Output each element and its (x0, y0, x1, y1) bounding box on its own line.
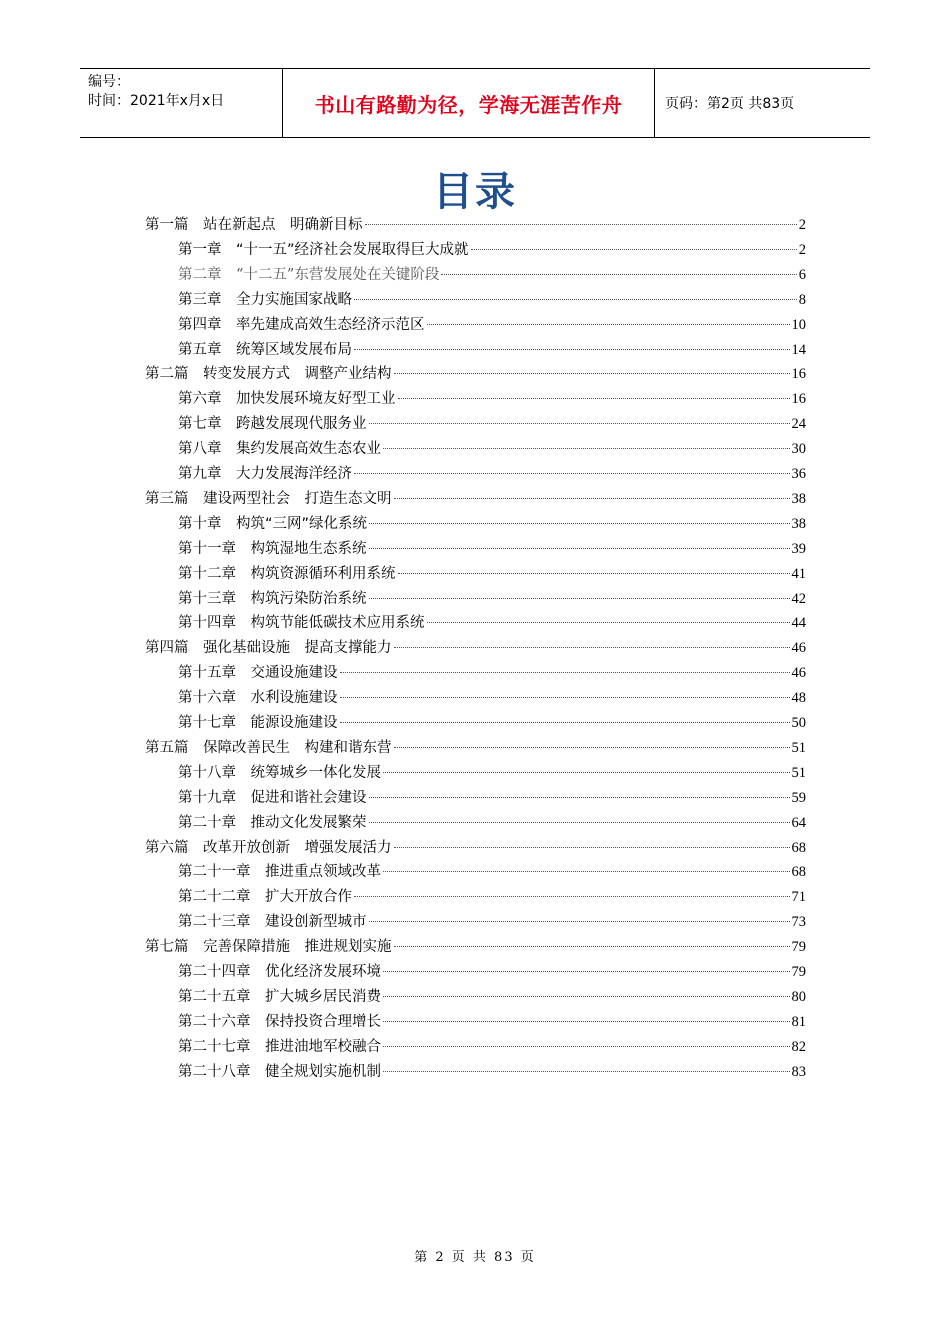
toc-dot-leader (427, 324, 790, 325)
toc-page-number: 2 (798, 241, 806, 258)
toc-dot-leader (441, 274, 796, 275)
toc-dot-leader (365, 224, 797, 225)
toc-dot-leader (383, 1021, 790, 1022)
toc-dot-leader (369, 548, 790, 549)
toc-chapter-entry[interactable] (178, 437, 806, 461)
toc-dot-leader (427, 622, 790, 623)
toc-dot-leader (394, 647, 790, 648)
toc-page-number: 30 (791, 441, 806, 458)
toc-page-number: 79 (791, 939, 806, 956)
toc-page-number: 68 (791, 839, 806, 856)
toc-chapter-entry[interactable] (178, 960, 806, 984)
toc-page-number: 10 (791, 316, 806, 333)
toc-dot-leader (369, 423, 790, 424)
toc-page-number: 64 (791, 814, 806, 831)
document-date: 时间：2021年x月x日 (88, 93, 225, 109)
toc-dot-leader (354, 299, 797, 300)
toc-entry-label: 第八章 集约发展高效生态农业 (178, 441, 381, 458)
toc-entry-label: 第六篇 改革开放创新 增强发展活力 (145, 839, 392, 856)
toc-chapter-entry[interactable] (178, 761, 806, 785)
toc-dot-leader (354, 473, 790, 474)
toc-part-entry[interactable] (145, 487, 806, 511)
toc-chapter-entry[interactable] (178, 661, 806, 685)
toc-entry-label: 第十一章 构筑湿地生态系统 (178, 540, 367, 557)
toc-entry-label: 第九章 大力发展海洋经济 (178, 466, 352, 482)
toc-chapter-entry[interactable] (178, 985, 806, 1009)
toc-page-number: 80 (791, 988, 806, 1005)
toc-chapter-entry[interactable] (178, 288, 806, 312)
page-footer: 第 2 页 共 83 页 (414, 1250, 536, 1265)
toc-page-number: 41 (791, 565, 806, 582)
toc-entry-label: 第二十三章 建设创新型城市 (178, 914, 367, 931)
toc-chapter-entry[interactable] (178, 885, 806, 909)
toc-chapter-entry[interactable] (178, 462, 806, 486)
toc-entry-label: 第二十七章 推进油地军校融合 (178, 1038, 381, 1055)
toc-entry-label: 第二篇 转变发展方式 调整产业结构 (145, 366, 392, 383)
toc-entry-label: 第二十八章 健全规划实施机制 (178, 1063, 381, 1080)
toc-dot-leader (398, 573, 790, 574)
toc-dot-leader (354, 896, 790, 897)
toc-entry-label: 第一篇 站在新起点 明确新目标 (145, 217, 363, 233)
toc-dot-leader (369, 822, 790, 823)
toc-dot-leader (394, 847, 790, 848)
toc-page-number: 24 (791, 416, 806, 433)
toc-page-number: 81 (791, 1013, 806, 1030)
toc-part-entry[interactable] (145, 736, 806, 760)
toc-page-number: 82 (791, 1038, 806, 1055)
toc-dot-leader (394, 373, 790, 374)
toc-chapter-entry[interactable] (178, 412, 806, 436)
toc-entry-label: 第十七章 能源设施建设 (178, 715, 338, 731)
toc-chapter-entry[interactable] (178, 611, 806, 635)
toc-entry-label: 第十二章 构筑资源循环利用系统 (178, 565, 396, 582)
toc-title: 目录 (433, 169, 517, 215)
toc-chapter-entry[interactable] (178, 338, 806, 362)
toc-dot-leader (369, 921, 790, 922)
toc-chapter-entry[interactable] (178, 860, 806, 884)
toc-chapter-entry[interactable] (178, 238, 806, 262)
toc-dot-leader (383, 971, 790, 972)
document-code-label: 编号： (88, 74, 130, 90)
toc-dot-leader (369, 523, 789, 524)
toc-entry-label: 第二十五章 扩大城乡居民消费 (178, 988, 381, 1005)
toc-page-number: 59 (791, 789, 806, 806)
toc-dot-leader (394, 946, 790, 947)
toc-entry-label: 第二十六章 保持投资合理增长 (178, 1013, 381, 1030)
toc-page-number: 44 (791, 615, 806, 632)
toc-entry-label: 第一章 “十一五”经济社会发展取得巨大成就 (178, 241, 469, 258)
header-page-info-cell (655, 69, 870, 137)
toc-chapter-entry[interactable] (178, 313, 806, 337)
toc-entry-label: 第七章 跨越发展现代服务业 (178, 416, 367, 433)
toc-dot-leader (394, 747, 790, 748)
toc-page-number: 79 (791, 964, 806, 980)
toc-page-number: 8 (798, 291, 806, 308)
toc-entry-label: 第二章 “十二五”东营发展处在关键阶段 (178, 266, 440, 283)
header-meta (80, 69, 282, 137)
toc-page-number: 36 (791, 466, 806, 482)
toc-page-number: 51 (791, 764, 806, 781)
toc-page-number: 16 (791, 366, 806, 383)
toc-chapter-entry[interactable] (178, 1010, 806, 1034)
toc-entry-label: 第十三章 构筑污染防治系统 (178, 590, 367, 607)
toc-dot-leader (383, 1071, 790, 1072)
toc-dot-leader (340, 722, 790, 723)
toc-page-number: 68 (791, 864, 806, 881)
toc-chapter-entry[interactable] (178, 387, 806, 411)
toc-chapter-entry[interactable] (178, 786, 806, 810)
toc-dot-leader (340, 697, 790, 698)
toc-entry-label: 第七篇 完善保障措施 推进规划实施 (145, 939, 392, 956)
toc-chapter-entry[interactable] (178, 1035, 806, 1059)
toc-entry-label: 第三篇 建设两型社会 打造生态文明 (145, 490, 392, 507)
toc-dot-leader (383, 1046, 790, 1047)
toc-page-number: 83 (791, 1063, 806, 1080)
toc-chapter-entry[interactable] (178, 910, 806, 934)
toc-page-number: 71 (791, 889, 806, 906)
toc-part-entry[interactable] (145, 362, 806, 386)
toc-dot-leader (471, 249, 797, 250)
toc-entry-label: 第三章 全力实施国家战略 (178, 291, 352, 308)
toc-page-number: 39 (791, 540, 806, 557)
toc-entry-label: 第十八章 统筹城乡一体化发展 (178, 764, 381, 781)
toc-part-entry[interactable] (145, 836, 806, 860)
toc-page-number: 48 (791, 690, 806, 707)
toc-entry-label: 第四篇 强化基础设施 提高支撑能力 (145, 640, 392, 657)
header-motto-cell (282, 69, 655, 137)
toc-chapter-entry[interactable] (178, 587, 806, 611)
toc-entry-label: 第二十四章 优化经济发展环境 (178, 964, 381, 980)
toc-part-entry[interactable] (145, 935, 806, 959)
toc-dot-leader (354, 349, 790, 350)
toc-page-number: 42 (791, 590, 806, 607)
toc-entry-label: 第二十一章 推进重点领域改革 (178, 864, 381, 881)
toc-page-number: 2 (798, 217, 806, 233)
toc-chapter-entry[interactable] (178, 562, 806, 586)
toc-page-number: 46 (791, 665, 806, 682)
toc-dot-leader (369, 598, 790, 599)
toc-dot-leader (369, 797, 790, 798)
toc-page-number: 51 (791, 739, 806, 756)
toc-page-number: 73 (791, 914, 806, 931)
toc-part-entry[interactable] (145, 636, 806, 660)
toc-entry-label: 第五章 统筹区域发展布局 (178, 341, 352, 358)
toc-dot-leader (383, 996, 790, 997)
toc-chapter-entry[interactable] (178, 537, 806, 561)
toc-chapter-entry[interactable] (178, 686, 806, 710)
toc-entry-label: 第四章 率先建成高效生态经济示范区 (178, 316, 425, 333)
toc-dot-leader (340, 672, 790, 673)
toc-dot-leader (383, 448, 790, 449)
toc-page-number: 38 (791, 515, 806, 532)
toc-dot-leader (398, 398, 790, 399)
toc-chapter-entry[interactable] (178, 263, 806, 287)
toc-entry-label: 第五篇 保障改善民生 构建和谐东营 (145, 739, 392, 756)
toc-entry-label: 第十九章 促进和谐社会建设 (178, 789, 367, 806)
toc-page-number: 6 (798, 266, 806, 283)
toc-page-number: 50 (791, 715, 806, 731)
toc-chapter-entry[interactable] (178, 512, 806, 536)
toc-entry-label: 第二十二章 扩大开放合作 (178, 889, 352, 906)
toc-entry-label: 第十章 构筑“三网”绿化系统 (178, 515, 368, 532)
toc-page-number: 46 (791, 640, 806, 657)
toc-entry-label: 第十六章 水利设施建设 (178, 690, 338, 707)
header-page-info: 页码：第2页 共83页 (665, 96, 795, 112)
toc-page-number: 14 (791, 341, 806, 358)
page-header (80, 68, 870, 138)
toc-dot-leader (383, 871, 790, 872)
toc-dot-leader (383, 772, 790, 773)
header-motto: 书山有路勤为径，学海无涯苦作舟 (314, 92, 623, 117)
toc-chapter-entry[interactable] (178, 711, 806, 735)
toc-chapter-entry[interactable] (178, 811, 806, 835)
toc-part-entry[interactable] (145, 213, 806, 237)
toc-dot-leader (394, 498, 790, 499)
toc-entry-label: 第十五章 交通设施建设 (178, 665, 338, 682)
toc-entry-label: 第二十章 推动文化发展繁荣 (178, 814, 367, 831)
toc-entry-label: 第十四章 构筑节能低碳技术应用系统 (178, 615, 425, 632)
toc-entry-label: 第六章 加快发展环境友好型工业 (178, 391, 396, 408)
toc-chapter-entry[interactable] (178, 1060, 806, 1084)
toc-page-number: 16 (791, 391, 806, 408)
toc-page-number: 38 (791, 490, 806, 507)
